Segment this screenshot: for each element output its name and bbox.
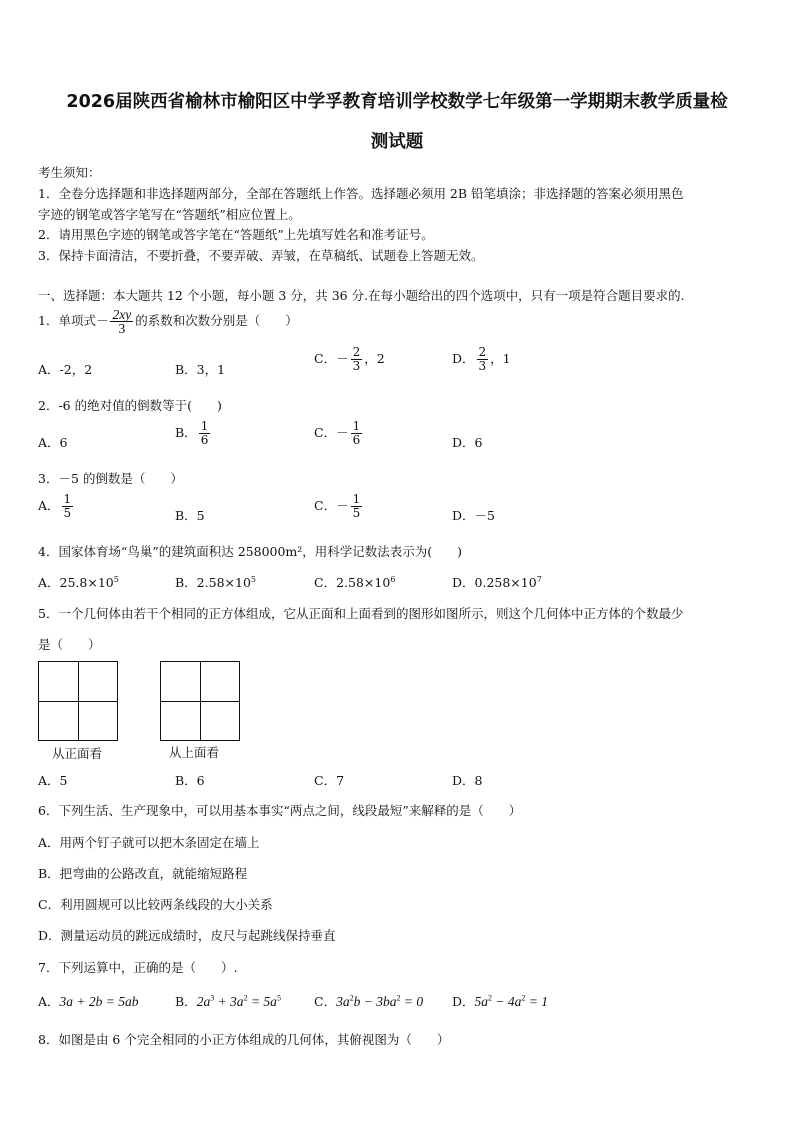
- notice-item-1-cont: 字迹的钢笔或答字笔写在“答题纸”相应位置上。: [38, 207, 301, 222]
- q2-b-num: 1: [200, 419, 209, 433]
- q1-frac-den: 3: [118, 321, 126, 336]
- question-3: 3．－5 的倒数是（ ）: [38, 471, 183, 486]
- q1-option-c: [314, 346, 385, 373]
- q3-c-label: C．－: [314, 498, 349, 513]
- q3-c-den: 5: [352, 506, 361, 520]
- q7-a-label: A．: [38, 994, 60, 1009]
- q2-b-label: B．: [175, 425, 197, 440]
- q3-option-d: D．－5: [452, 508, 495, 523]
- q7-d-label: D．: [452, 994, 475, 1009]
- q1-fraction: [110, 308, 133, 335]
- q7-d-term2: − 4a: [492, 994, 522, 1009]
- q7-option-a: [38, 992, 139, 1010]
- q6-option-b: B．把弯曲的公路改直，就能缩短路程: [38, 866, 248, 881]
- q3-option-c: [314, 493, 364, 520]
- q1-d-tail: ，1: [490, 351, 511, 366]
- q1-d-den: 3: [478, 359, 487, 373]
- q1-c-den: 3: [352, 359, 361, 373]
- q4-b-exp: 5: [250, 574, 256, 584]
- question-5: 5．一个几何体由若干个相同的正方体组成，它从正面和上面看到的图形如图所示，则这个几何体中正方体的个数最少: [38, 606, 684, 621]
- q3-option-b: B．5: [175, 508, 205, 523]
- q6-option-c: C．利用圆规可以比较两条线段的大小关系: [38, 897, 273, 912]
- q1-suffix: 的系数和次数分别是（ ）: [135, 313, 298, 328]
- q2-option-d: D．6: [452, 435, 483, 450]
- q4-d-base: D．0.258×10: [452, 575, 537, 590]
- q2-c-num: 1: [352, 419, 361, 433]
- q2-option-c: [314, 420, 364, 447]
- q4-b-base: B．2.58×10: [175, 575, 251, 590]
- q1-d-num: 2: [478, 345, 487, 359]
- question-1: [38, 308, 298, 335]
- section-heading: 一、选择题：本大题共 12 个小题，每小题 3 分，共 36 分.在每小题给出的四个选项中，只有一项是符合题目要求的.: [38, 288, 685, 303]
- q3-c-fraction: [351, 493, 363, 520]
- q1-c-label: C．－: [314, 351, 349, 366]
- q7-b-exp3: 5: [276, 993, 281, 1003]
- q1-option-d: [452, 346, 511, 373]
- question-5-cont: 是（ ）: [38, 637, 101, 652]
- q1-c-num: 2: [352, 345, 361, 359]
- q5-option-b: B．6: [175, 773, 205, 788]
- question-7: 7．下列运算中，正确的是（ ）.: [38, 960, 238, 975]
- q5-option-c: C．7: [314, 773, 345, 788]
- question-6: 6．下列生活、生产现象中，可以用基本事实“两点之间，线段最短”来解释的是（ ）: [38, 803, 522, 818]
- question-4: 4．国家体育场“鸟巢”的建筑面积达 258000m²，用科学记数法表示为( ): [38, 544, 463, 559]
- q7-d-term3: = 1: [525, 994, 549, 1009]
- q1-option-b: B．3，1: [175, 362, 226, 377]
- q7-c-term2: b − 3ba: [353, 994, 397, 1009]
- q4-option-c: [314, 573, 395, 591]
- q1-prefix: 1．单项式－: [38, 313, 109, 328]
- notice-heading: 考生须知：: [38, 165, 101, 180]
- q7-b-label: B．: [175, 994, 197, 1009]
- top-view-caption: 从上面看: [169, 745, 220, 760]
- q3-a-den: 5: [63, 506, 72, 520]
- page-title: 2026届陕西省榆林市榆阳区中学孚教育培训学校数学七年级第一学期期末教学质量检: [66, 92, 728, 112]
- q4-option-d: [452, 573, 542, 591]
- q7-b-exp1: 3: [210, 993, 215, 1003]
- q5-option-d: D．8: [452, 773, 483, 788]
- q4-a-exp: 5: [113, 574, 119, 584]
- top-view-figure: [160, 661, 240, 741]
- q3-c-num: 1: [352, 492, 361, 506]
- q7-c-exp1: 2: [349, 993, 354, 1003]
- q2-b-den: 6: [200, 433, 209, 447]
- q3-a-label: A．: [38, 498, 60, 513]
- q1-option-a: A．-2，2: [38, 362, 93, 377]
- q2-c-label: C．－: [314, 425, 349, 440]
- q1-d-fraction: [477, 346, 489, 373]
- q7-a-expr: 3a + 2b = 5ab: [59, 994, 139, 1009]
- q5-option-a: A．5: [38, 773, 68, 788]
- front-view-caption: 从正面看: [52, 746, 103, 761]
- q7-option-d: [452, 992, 548, 1010]
- q1-c-tail: ，2: [364, 351, 385, 366]
- q7-b-term3: = 5a: [247, 994, 277, 1009]
- q7-b-term1: 2a: [196, 994, 211, 1009]
- q3-a-num: 1: [63, 492, 72, 506]
- front-view-figure: [38, 661, 118, 741]
- q2-b-fraction: [199, 420, 211, 447]
- notice-item-3: 3．保持卡面清洁，不要折叠，不要弄破、弄皱，在草稿纸、试题卷上答题无效。: [38, 248, 484, 263]
- question-8: 8．如图是由 6 个完全相同的小正方体组成的几何体，其俯视图为（ ）: [38, 1032, 450, 1047]
- q7-c-term1: 3a: [336, 994, 350, 1009]
- q1-d-label: D．: [452, 351, 475, 366]
- q2-option-a: A．6: [38, 435, 68, 450]
- q4-option-a: [38, 573, 119, 591]
- q3-a-fraction: [62, 493, 74, 520]
- q4-c-base: C．2.58×10: [314, 575, 391, 590]
- page-title-line2: 测试题: [370, 132, 424, 152]
- q7-c-term3: = 0: [400, 994, 424, 1009]
- q2-option-b: [175, 420, 212, 447]
- q7-c-exp2: 2: [396, 993, 401, 1003]
- q3-option-a: [38, 493, 75, 520]
- q2-c-den: 6: [352, 433, 361, 447]
- q6-option-d: D．测量运动员的跳远成绩时，皮尺与起跳线保持垂直: [38, 928, 336, 943]
- q1-frac-num: 2xy: [112, 307, 132, 322]
- q4-option-b: [175, 573, 256, 591]
- q2-c-fraction: [351, 420, 363, 447]
- q1-c-fraction: [351, 346, 363, 373]
- q7-d-exp1: 2: [488, 993, 493, 1003]
- notice-item-1: 1．全卷分选择题和非选择题两部分，全部在答题纸上作答。选择题必须用 2B 铅笔填涂；非选择题的答案必须用黑色: [38, 186, 684, 201]
- q7-c-label: C．: [314, 994, 337, 1009]
- q6-option-a: A．用两个钉子就可以把木条固定在墙上: [38, 835, 260, 850]
- q7-b-term2: + 3a: [214, 994, 244, 1009]
- q7-d-term1: 5a: [474, 994, 489, 1009]
- q7-b-exp2: 2: [243, 993, 248, 1003]
- q7-d-exp2: 2: [521, 993, 526, 1003]
- q7-option-c: [314, 992, 423, 1010]
- q4-a-base: A．25.8×10: [38, 575, 114, 590]
- q4-d-exp: 7: [536, 574, 542, 584]
- q7-option-b: [175, 992, 281, 1010]
- question-2: 2．-6 的绝对值的倒数等于( ): [38, 398, 222, 413]
- notice-item-2: 2．请用黑色字迹的钢笔或答字笔在“答题纸”上先填写姓名和准考证号。: [38, 227, 434, 242]
- q4-c-exp: 6: [390, 574, 396, 584]
